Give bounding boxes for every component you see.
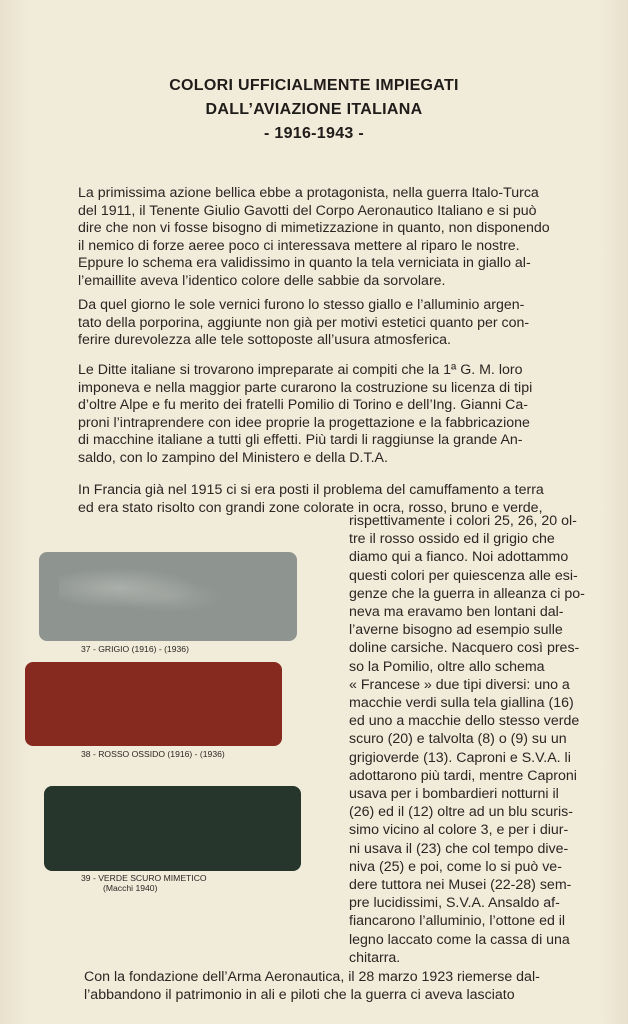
text-line: scuro (20) e talvolta (8) o (9) su un: [349, 731, 567, 748]
text-line: neva ma eravamo ben lontani dal-: [349, 604, 564, 621]
text-line: chitarra.: [349, 949, 401, 966]
text-line: niva (25) e poi, come lo si può ve-: [349, 858, 562, 875]
text-line: imponeva e nella maggior parte curarono la costruzione su licenza di tipi: [78, 379, 533, 396]
swatch-texture: [59, 564, 259, 624]
paragraph-3: [78, 362, 618, 468]
swatch-caption-sub: (Macchi 1940): [103, 883, 158, 893]
text-line: dire che non vi fosse bisogno di mimetizzazione in quanto, non disponendo: [78, 220, 550, 237]
text-line: doline carsiche. Nacquero così pres-: [349, 640, 580, 657]
paragraph-5: [84, 969, 620, 1004]
text-line: l’abbandono il patrimonio in ali e piloti che la guerra ci aveva lasciato: [84, 986, 515, 1003]
text-line: genze che la guerra in alleanza ci po-: [349, 585, 585, 602]
text-line: fiancarono l’alluminio, l’ottone ed il: [349, 913, 566, 930]
color-swatch-red-oxide: [25, 662, 282, 746]
text-line: « Francese » due tipi diversi: uno a: [349, 676, 570, 693]
text-line: di macchine italiane a tutti gli effetti. Più tardi li raggiunse la grande An-: [78, 432, 523, 449]
text-line: dere tuttora nei Musei (22-28) sem-: [349, 877, 572, 894]
page-title: [0, 74, 628, 146]
color-swatch-dark-green: [44, 786, 301, 871]
text-line: legno laccato come la cassa di una: [349, 931, 570, 948]
paragraph-1: [78, 185, 618, 291]
text-line: proni l’intraprendere con idee proprie la progettazione e la fabbricazione: [78, 414, 530, 431]
text-line: tre il rosso ossido ed il grigio che: [349, 531, 555, 548]
text-line: Da quel giorno le sole vernici furono lo stesso giallo e l’alluminio argen-: [78, 297, 525, 313]
text-line: ferire durevolezza alle tele sottoposte all’usura atmosferica.: [78, 332, 452, 349]
title-line-3: - 1916-1943 -: [264, 125, 364, 142]
text-line: Le Ditte italiane si trovarono impreparate ai compiti che la 1ª G. M. loro: [78, 362, 523, 378]
text-line: In Francia già nel 1915 ci si era posti il problema del camuffamento a terra: [78, 482, 544, 498]
text-line: pre lucidissimi, S.V.A. Ansaldo af-: [349, 895, 560, 912]
text-line: La primissima azione bellica ebbe a protagonista, nella guerra Italo-Turca: [78, 185, 539, 201]
text-line: rispettivamente i colori 25, 26, 20 ol-: [349, 513, 577, 529]
color-swatch-grey: [39, 552, 297, 641]
paragraph-2: [78, 297, 618, 350]
text-line: tato della porporina, aggiunte non già per motivi estetici quanto per con-: [78, 314, 530, 331]
text-line: so la Pomilio, oltre allo schema: [349, 658, 545, 675]
text-line: (26) ed il (12) oltre ad un blu scuris-: [349, 804, 573, 821]
text-line: questi colori per quiescenza alle esi-: [349, 567, 578, 584]
text-line: d’oltre Alpe e fu merito dei fratelli Pomilio di Torino e dell’Ing. Gianni Ca-: [78, 397, 529, 414]
text-line: l’emaillite aveva l’identico colore delle sabbie da sorvolare.: [78, 272, 446, 289]
swatch-caption: 39 - VERDE SCURO MIMETICO: [81, 873, 207, 883]
text-line: usava per i bombardieri notturni il: [349, 786, 559, 803]
text-line: simo vicino al colore 3, e per i diur-: [349, 822, 569, 839]
text-line: adottarono più tardi, mentre Caproni: [349, 767, 577, 784]
title-line-1: COLORI UFFICIALMENTE IMPIEGATI: [169, 77, 459, 94]
text-line: ed uno a macchie dello stesso verde: [349, 713, 580, 730]
text-line: macchie verdi sulla tela giallina (16): [349, 695, 574, 712]
text-line: Con la fondazione dell’Arma Aeronautica, il 28 marzo 1923 riemerse dal-: [84, 969, 540, 985]
text-line: diamo qui a fianco. Noi adottammo: [349, 549, 569, 566]
text-line: Eppure lo schema era validissimo in quanto la tela verniciata in giallo al-: [78, 255, 531, 272]
text-line: ni usava il (23) che col tempo dive-: [349, 840, 569, 857]
text-line: il nemico di forze aeree poco ci interessava mettere al riparo le nostre.: [78, 237, 520, 254]
text-line: del 1911, il Tenente Giulio Gavotti del Corpo Aeronautico Italiano e si può: [78, 202, 537, 219]
text-line: l’averne bisogno ad esempio sulle: [349, 622, 563, 639]
swatch-caption: 38 - ROSSO OSSIDO (1916) - (1936): [81, 749, 225, 759]
text-line: saldo, con lo zampino del Ministero e della D.T.A.: [78, 449, 388, 466]
text-line: grigioverde (13). Caproni e S.V.A. li: [349, 749, 571, 766]
column-text: [349, 512, 621, 967]
title-line-2: DALL’AVIAZIONE ITALIANA: [205, 101, 423, 118]
text-line: ed era stato risolto con grandi zone colorate in ocra, rosso, bruno e verde,: [78, 499, 543, 516]
swatch-caption: 37 - GRIGIO (1916) - (1936): [81, 644, 189, 654]
